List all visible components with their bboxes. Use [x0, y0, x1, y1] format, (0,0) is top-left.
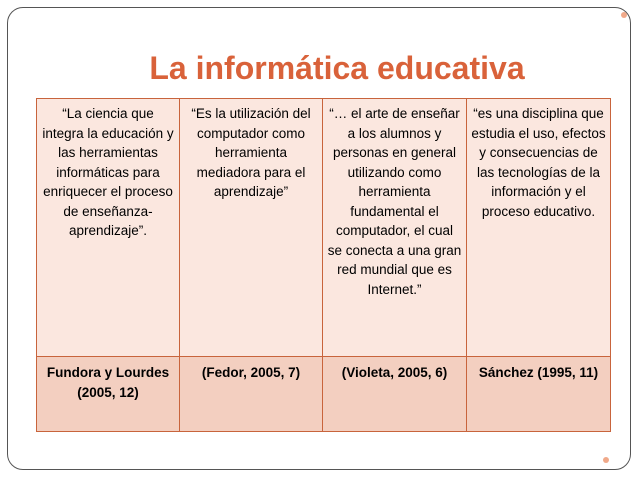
quote-cell: “… el arte de enseñar a los alumnos y personas en general utilizando como herramienta fundamental el computador, el cual se conecta a una gran red mundial que es Internet.” [323, 99, 467, 357]
definitions-table [36, 98, 611, 432]
author-row [37, 357, 611, 432]
author-cell: (Fedor, 2005, 7) [180, 357, 323, 432]
quote-cell: “es una disciplina que estudia el uso, efectos y consecuencias de las tecnologías de la información y el proceso educativo. [467, 99, 611, 357]
author-cell: (Violeta, 2005, 6) [323, 357, 467, 432]
quote-row [37, 99, 611, 357]
slide-title: La informática educativa [149, 50, 525, 86]
decorative-dot [603, 457, 609, 463]
quote-cell: “La ciencia que integra la educación y las herramientas informáticas para enriquecer el proceso de enseñanza-aprendizaje”. [37, 99, 180, 357]
author-cell: Fundora y Lourdes (2005, 12) [37, 357, 180, 432]
quote-cell: “Es la utilización del computador como herramienta mediadora para el aprendizaje” [180, 99, 323, 357]
author-cell: Sánchez (1995, 11) [467, 357, 611, 432]
decorative-dot [621, 12, 627, 18]
